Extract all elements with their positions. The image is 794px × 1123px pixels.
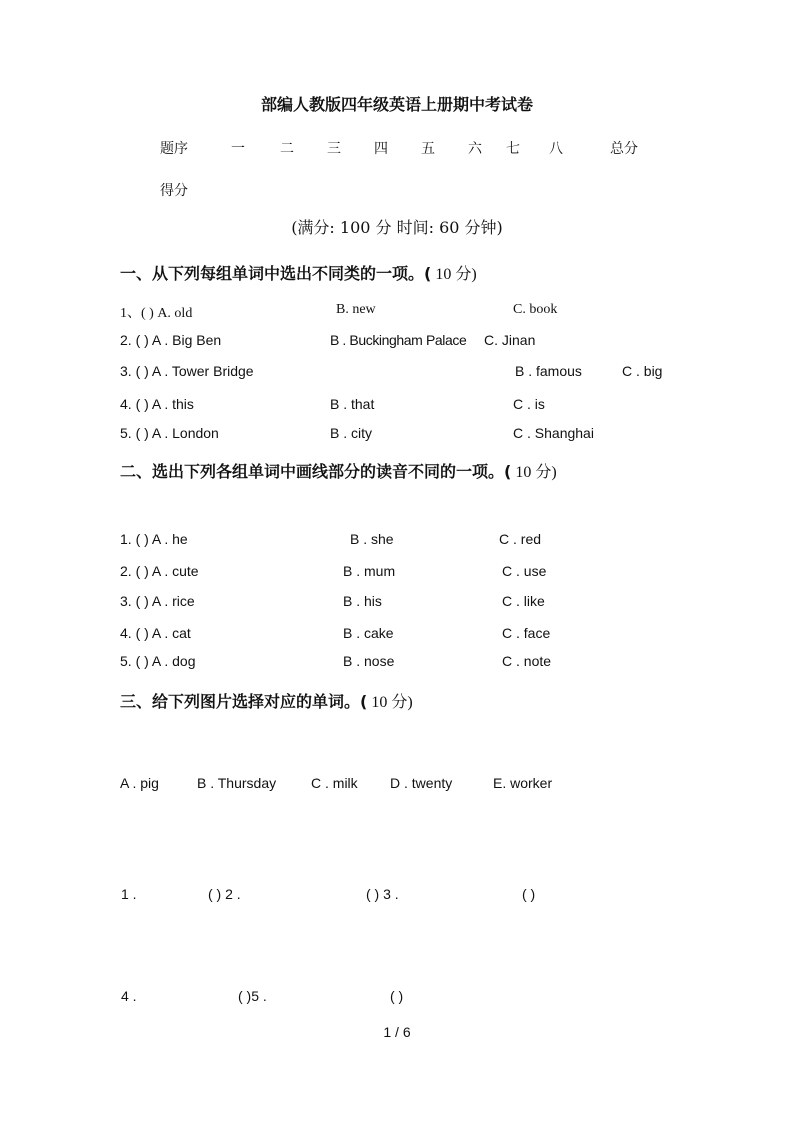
s1-q4-a: 4. ( ) A . this [120, 396, 194, 412]
s3-row1-item4: ( ) [522, 886, 536, 902]
s1-q3-a: 3. ( ) A . Tower Bridge [120, 363, 254, 379]
s1-q1-a: 1、( ) A. old [120, 306, 193, 321]
score-col-4: 四 [374, 141, 388, 157]
s2-q5-a: 5. ( ) A . dog [120, 653, 196, 669]
section3-title-text: 三、给下列图片选择对应的单词。( [120, 692, 368, 711]
s3-option-c: C . milk [311, 775, 358, 791]
s3-option-e: E. worker [493, 775, 553, 791]
s3-row2-item2: ( )5 . [238, 988, 267, 1004]
score-col-5: 五 [421, 141, 435, 157]
s2-q4-b: B . cake [343, 625, 394, 641]
s1-q3-c: C . big [622, 363, 663, 379]
s2-q5-b: B . nose [343, 653, 395, 669]
s1-q2-c: C. Jinan [484, 332, 536, 348]
s2-q3-b: B . his [343, 593, 382, 609]
s3-row2-item3: ( ) [390, 988, 404, 1004]
s2-q1-a: 1. ( ) A . he [120, 531, 188, 547]
section2-title [120, 459, 557, 482]
s1-q1-b: B. new [336, 302, 376, 317]
s2-q2-b: B . mum [343, 563, 396, 579]
section2-title-text: 二、选出下列各组单词中画线部分的读音不同的一项。( [120, 462, 512, 481]
s3-option-b: B . Thursday [197, 775, 277, 791]
section1-points: 10 分) [431, 266, 477, 283]
s1-q5-a: 5. ( ) A . London [120, 425, 219, 441]
score-table-row1-label: 题序 [160, 141, 188, 157]
score-col-8: 八 [549, 141, 563, 157]
s1-q2-b: B . Buckingham Palace [330, 332, 467, 348]
exam-meta: (满分: 100 分 时间: 60 分钟) [291, 218, 503, 237]
s3-row1-item3: ( ) 3 . [366, 886, 399, 902]
score-col-7: 七 [506, 141, 520, 157]
s1-q4-b: B . that [330, 396, 375, 412]
s2-q1-c: C . red [499, 531, 542, 547]
s1-q1-c: C. book [513, 302, 558, 317]
score-table-total-label: 总分 [610, 141, 638, 157]
s3-row1-item2: ( ) 2 . [208, 886, 241, 902]
s1-q4-c: C . is [513, 396, 545, 412]
s1-q3-b: B . famous [515, 363, 582, 379]
s2-q3-c: C . like [502, 593, 545, 609]
section2-points: 10 分) [511, 464, 557, 481]
s2-q2-c: C . use [502, 563, 547, 579]
s3-row1-item1: 1 . [121, 886, 137, 902]
s3-option-a: A . pig [120, 775, 159, 791]
score-col-6: 六 [468, 141, 482, 157]
s1-q2-a: 2. ( ) A . Big Ben [120, 332, 222, 348]
s1-q5-b: B . city [330, 425, 373, 441]
page-number: 1 / 6 [383, 1024, 411, 1040]
score-col-2: 二 [280, 141, 294, 157]
s2-q5-c: C . note [502, 653, 552, 669]
s2-q3-a: 3. ( ) A . rice [120, 593, 195, 609]
s3-row2-item1: 4 . [121, 988, 137, 1004]
section1-title-text: 一、从下列每组单词中选出不同类的一项。( [120, 264, 432, 283]
score-col-3: 三 [327, 141, 341, 157]
score-table-row2-label: 得分 [160, 183, 188, 199]
s2-q4-a: 4. ( ) A . cat [120, 625, 191, 641]
s2-q1-b: B . she [350, 531, 394, 547]
s1-q5-c: C . Shanghai [513, 425, 594, 441]
section3-title [120, 689, 413, 712]
page-title: 部编人教版四年级英语上册期中考试卷 [260, 95, 533, 114]
s2-q4-c: C . face [502, 625, 551, 641]
s3-option-d: D . twenty [390, 775, 453, 791]
section1-title [120, 261, 477, 284]
s2-q2-a: 2. ( ) A . cute [120, 563, 199, 579]
score-col-1: 一 [231, 141, 245, 157]
section3-points: 10 分) [367, 694, 413, 711]
